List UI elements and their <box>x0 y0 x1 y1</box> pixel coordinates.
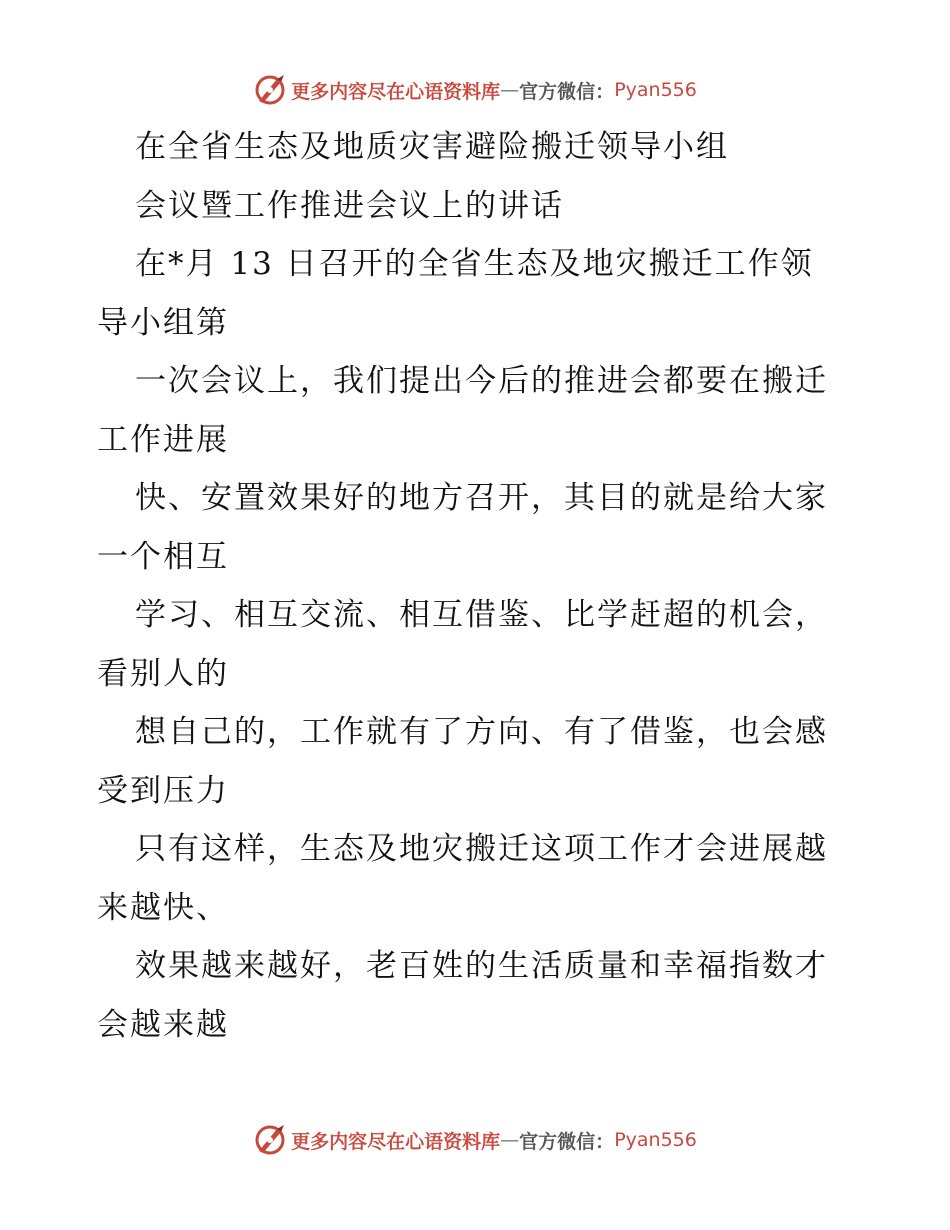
document-body <box>97 118 857 1054</box>
banner-dash: — <box>500 79 520 101</box>
text-line: 看别人的 <box>97 655 229 692</box>
quill-pen-logo-icon <box>253 1123 287 1157</box>
banner-wechat-label: 官方微信： <box>519 80 615 103</box>
text-line: 只有这样，生态及地灾搬迁这项工作才会进展越 <box>135 831 828 867</box>
banner-wechat-label: 官方微信： <box>519 1130 615 1153</box>
text-line: 一个相互 <box>97 538 229 575</box>
banner-wechat-id: Pyan556 <box>614 1129 697 1151</box>
banner-main-text: 更多内容尽在心语资料库 <box>291 80 501 103</box>
text-line: 会议暨工作推进会议上的讲话 <box>135 187 564 224</box>
text-line: 导小组第 <box>97 304 229 341</box>
text-line: 来越快、 <box>97 889 229 926</box>
text-line: 会越来越 <box>97 1006 229 1043</box>
text-line: 快、安置效果好的地方召开，其目的就是给大家 <box>135 480 828 516</box>
text-line: 想自己的，工作就有了方向、有了借鉴，也会感 <box>135 714 828 750</box>
text-line: 学习、相互交流、相互借鉴、比学赶超的机会， <box>135 597 828 633</box>
text-line: 在全省生态及地质灾害避险搬迁领导小组 <box>135 129 729 165</box>
header-banner <box>0 70 950 110</box>
footer-banner <box>0 1120 950 1160</box>
text-line: 效果越来越好，老百姓的生活质量和幸福指数才 <box>135 948 828 984</box>
text-line: 一次会议上，我们提出今后的推进会都要在搬迁 <box>135 363 828 399</box>
text-line: 在*月 13 日召开的全省生态及地灾搬迁工作领 <box>135 246 814 282</box>
banner-main-text: 更多内容尽在心语资料库 <box>291 1130 501 1153</box>
quill-pen-logo-icon <box>253 73 287 107</box>
banner-wechat-id: Pyan556 <box>614 79 697 101</box>
text-line: 受到压力 <box>97 772 229 809</box>
text-line: 工作进展 <box>97 421 229 458</box>
banner-dash: — <box>500 1129 520 1151</box>
